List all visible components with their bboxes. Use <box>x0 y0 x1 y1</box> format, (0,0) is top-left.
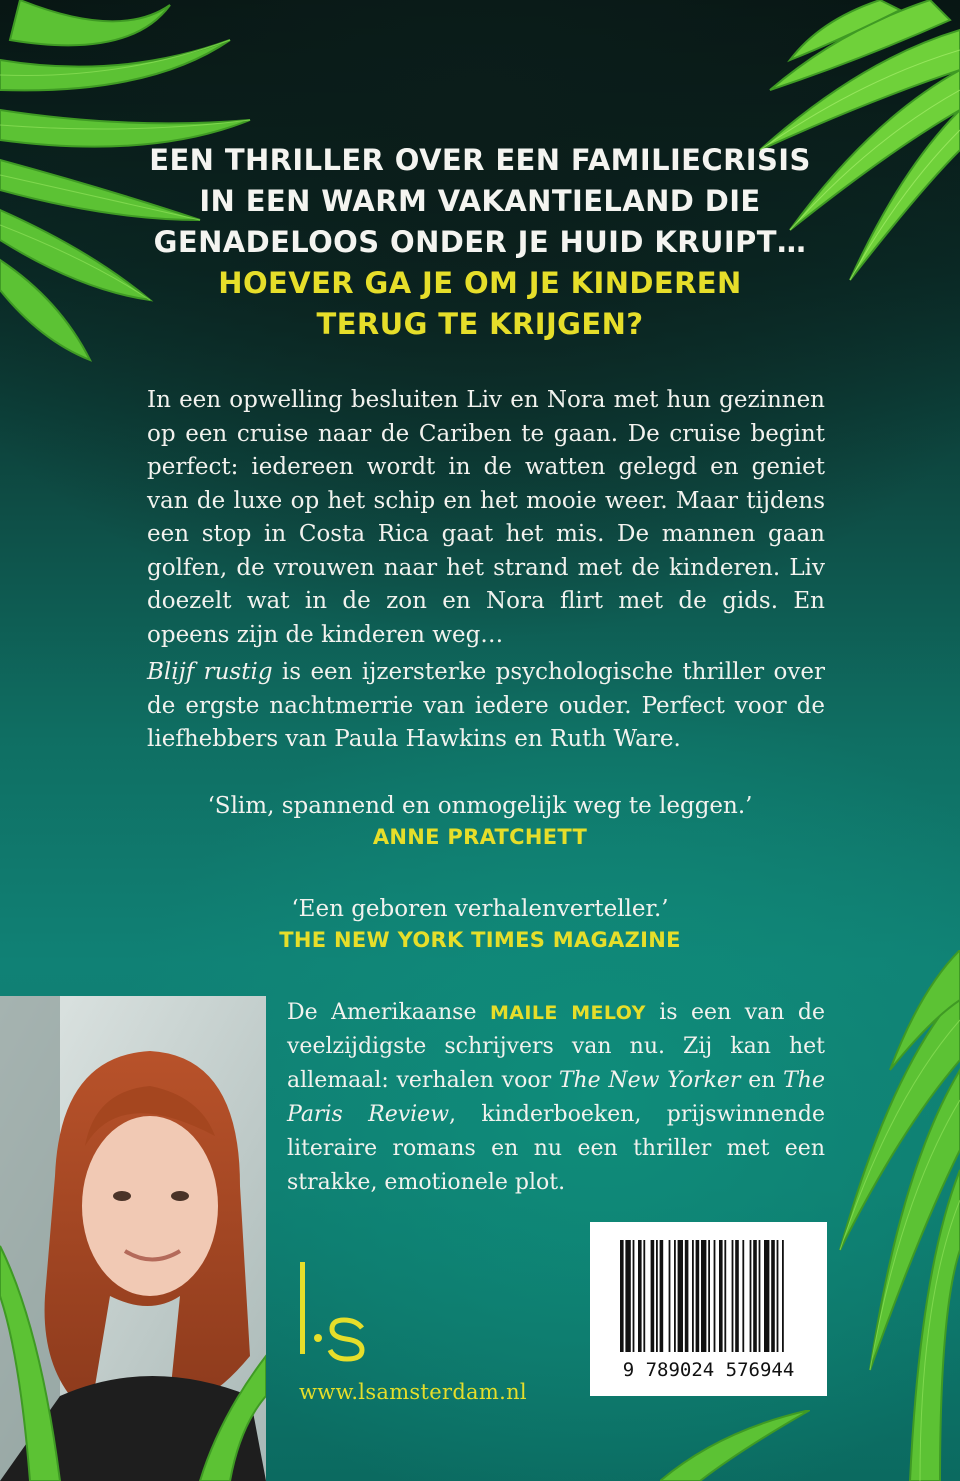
author-name: MAILE MELOY <box>489 1002 646 1024</box>
barcode-bar <box>674 1240 676 1352</box>
barcode-bar <box>620 1240 624 1352</box>
barcode-bar <box>701 1240 706 1352</box>
magazine-name: The New Yorker <box>558 1068 741 1093</box>
pitch-text: is een ijzersterke psychologische thriller over de ergste nachtmerrie van iedere ouder. Perfect voor de liefhebbers van Paula Hawkins en Ruth Ware. <box>147 659 825 752</box>
barcode-bar <box>724 1240 726 1352</box>
barcode-bar <box>708 1240 710 1352</box>
magazine-name: The Paris Review <box>287 1068 825 1127</box>
publisher-website: www.lsamsterdam.nl <box>299 1380 527 1404</box>
barcode <box>590 1222 827 1396</box>
barcode-bar <box>678 1240 683 1352</box>
barcode-bar <box>643 1240 645 1352</box>
barcode-bar <box>777 1240 779 1352</box>
barcode-bar <box>742 1240 744 1352</box>
author-bio <box>287 996 825 1200</box>
barcode-bar <box>732 1240 734 1352</box>
pitch-block <box>147 656 825 757</box>
barcode-bar <box>759 1240 761 1352</box>
review-quote-1 <box>0 793 960 849</box>
barcode-bar <box>692 1240 694 1352</box>
quote-source: ANNE PRATCHETT <box>372 825 588 849</box>
barcode-bar <box>753 1240 757 1352</box>
pitch-paragraph <box>147 656 825 757</box>
quote-text: ‘Slim, spannend en onmogelijk weg te leggen.’ <box>207 793 753 819</box>
barcode-bar <box>771 1240 775 1352</box>
barcode-bars <box>590 1222 827 1362</box>
isbn-number: 9 789024 576944 <box>622 1359 795 1381</box>
barcode-bar <box>633 1240 635 1352</box>
bio-text: is een van de veelzijdigste schrijvers van nu. Zij kan het allemaal: verhalen voor <box>287 1000 825 1093</box>
synopsis-paragraph: In een opwelling besluiten Liv en Nora met hun gezinnen op een cruise naar de Cariben te gaan. De cruise begint perfect: iedereen wordt in de watten gelegd en geniet van de luxe op het schip en het mooie weer. Maar tijdens een stop in Costa Rica gaat het mis. De mannen gaan golfen, de vrouwen naar het strand met de kinderen. Liv doezelt wat in de zon en Nora flirt met de gids. En opeens zijn de kinderen weg… <box>147 387 825 648</box>
headline-line: EEN THRILLER OVER EEN FAMILIECRISIS <box>149 143 811 177</box>
quote-text: ‘Een geboren verhalenverteller.’ <box>291 896 669 922</box>
barcode-bar <box>735 1240 739 1352</box>
bio-text: en <box>740 1068 784 1093</box>
barcode-bar <box>714 1240 716 1352</box>
barcode-bar <box>764 1240 769 1352</box>
headline-question-line: HOEVER GA JE OM JE KINDEREN <box>218 266 742 300</box>
bio-text: , kinderboeken, prijswinnende literaire romans en nu een thriller met een strakke, emotionele plot. <box>287 1102 825 1195</box>
barcode-bar <box>719 1240 723 1352</box>
publisher-logo-icon <box>296 1262 376 1372</box>
headline-line: IN EEN WARM VAKANTIELAND DIE <box>199 184 761 218</box>
barcode-bar <box>625 1240 630 1352</box>
barcode-bar <box>782 1240 784 1352</box>
author-photo <box>0 996 266 1481</box>
barcode-bar <box>750 1240 752 1352</box>
barcode-bar <box>685 1240 689 1352</box>
headline-line: GENADELOOS ONDER JE HUID KRUIPT… <box>153 225 807 259</box>
headline-question-line: TERUG TE KRIJGEN? <box>316 307 644 341</box>
headline <box>0 140 960 345</box>
review-quote-2 <box>0 896 960 952</box>
barcode-bar <box>696 1240 700 1352</box>
synopsis-block <box>147 384 825 652</box>
barcode-bar <box>660 1240 664 1352</box>
bio-text: De Amerikaanse <box>287 1000 490 1025</box>
barcode-bar <box>651 1240 655 1352</box>
book-title: Blijf rustig <box>147 659 273 685</box>
quote-source: THE NEW YORK TIMES MAGAZINE <box>279 928 681 952</box>
barcode-bar <box>656 1240 658 1352</box>
palm-leaf-bottom-left <box>660 1410 810 1481</box>
barcode-bar <box>669 1240 671 1352</box>
barcode-bar <box>638 1240 642 1352</box>
